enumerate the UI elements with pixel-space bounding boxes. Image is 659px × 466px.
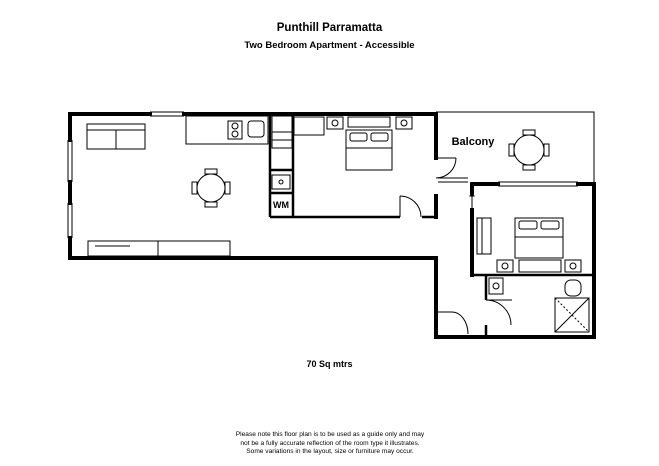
balcony-outline xyxy=(436,112,594,184)
dining-table-icon xyxy=(192,169,230,207)
balcony-table-icon xyxy=(509,130,549,170)
disclaimer-line: not be a fully accurate reflection of the room type it illustrates. xyxy=(240,439,420,447)
disclaimer-line: Some variations in the layout, size or furniture may occur. xyxy=(246,448,414,456)
master-door xyxy=(400,196,421,217)
bedroom2-chair-icon xyxy=(477,218,491,254)
disclaimer-line: Please note this floor plan is to be used as a guide only and may xyxy=(235,431,425,438)
disclaimer xyxy=(180,431,480,457)
tv-unit-icon xyxy=(88,241,230,256)
bedroom2-bed-icon xyxy=(497,218,581,272)
sofa-icon xyxy=(87,124,145,149)
washing-machine-label: WM xyxy=(273,200,289,210)
floor-area: 70 Sq mtrs xyxy=(306,359,353,369)
bedroom2-door xyxy=(470,192,474,210)
page-title: Punthill Parramatta xyxy=(276,22,383,34)
page-subtitle: Two Bedroom Apartment - Accessible xyxy=(244,40,415,51)
master-bed-icon xyxy=(327,117,412,170)
entry-door xyxy=(436,312,468,334)
balcony-label: Balcony xyxy=(451,136,495,148)
wardrobe xyxy=(272,116,324,148)
interior-walls xyxy=(270,114,594,337)
bathroom-fixtures xyxy=(486,278,589,332)
balcony-door xyxy=(436,158,456,178)
